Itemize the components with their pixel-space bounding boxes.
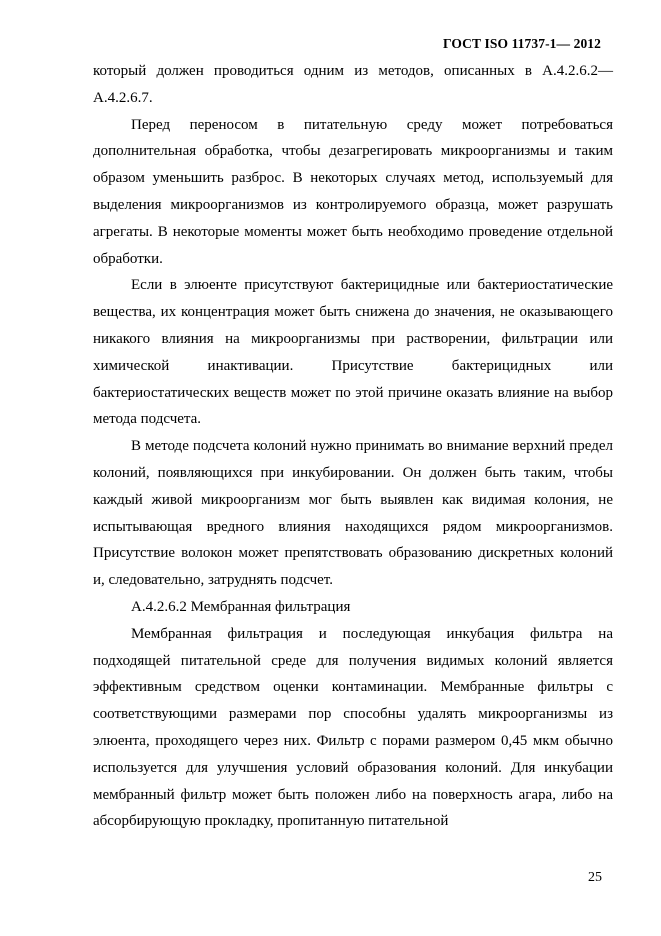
body-text [93, 58, 613, 835]
section-heading-membrane-filtration: A.4.2.6.2 Мембранная фильтрация [131, 598, 351, 615]
page-number: 25 [588, 870, 602, 885]
paragraph-continuation: который должен проводиться одним из методов, описанных в A.4.2.6.2—A.4.2.6.7. [93, 63, 613, 106]
paragraph-colony-counting: В методе подсчета колоний нужно принимать во внимание верхний предел колоний, появляющихся при инкубировании. Он должен быть таким, чтобы каждый живой микроорганизм мог быть выявлен как видимая колония, не испытывающая вредного влияния находящихся рядом микроорганизмов. Присутствие волокон может препятствовать образованию дискретных колоний и, следовательно, затруднять подсчет. [93, 438, 613, 589]
paragraph-pretreatment: Перед переносом в питательную среду может потребоваться дополнительная обработка, чтобы дезагрегировать микроорганизмы и таким образом уменьшить разброс. В некоторых случаях метод, используемый для выделения микроорганизмов из контролируемого образца, может разрушать агрегаты. В некоторые моменты может быть необходимо проведение отдельной обработки. [93, 116, 613, 267]
paragraph-bactericidal: Если в элюенте присутствуют бактерицидные или бактериостатические вещества, их концентрация может быть снижена до значения, не оказывающего никакого влияния на микроорганизмы при растворении, фильтрации или химической инактивации. Присутствие бактерицидных или бактериостатических веществ может по этой причине оказать влияние на выбор метода подсчета. [93, 277, 613, 428]
standard-header: ГОСТ ISO 11737-1— 2012 [442, 36, 601, 51]
paragraph-membrane-filtration: Мембранная фильтрация и последующая инкубация фильтра на подходящей питательной среде для получения видимых колоний является эффективным средством оценки контаминации. Мембранные фильтры с соответствующими размерами пор способны удалять микроорганизмы из элюента, проходящего через них. Фильтр с порами размером 0,45 мкм обычно используется для улучшения условий образования колоний. Для инкубации мембранный фильтр может быть положен либо на поверхность агара, либо на абсорбирующую прокладку, пропитанную питательной [93, 625, 613, 830]
